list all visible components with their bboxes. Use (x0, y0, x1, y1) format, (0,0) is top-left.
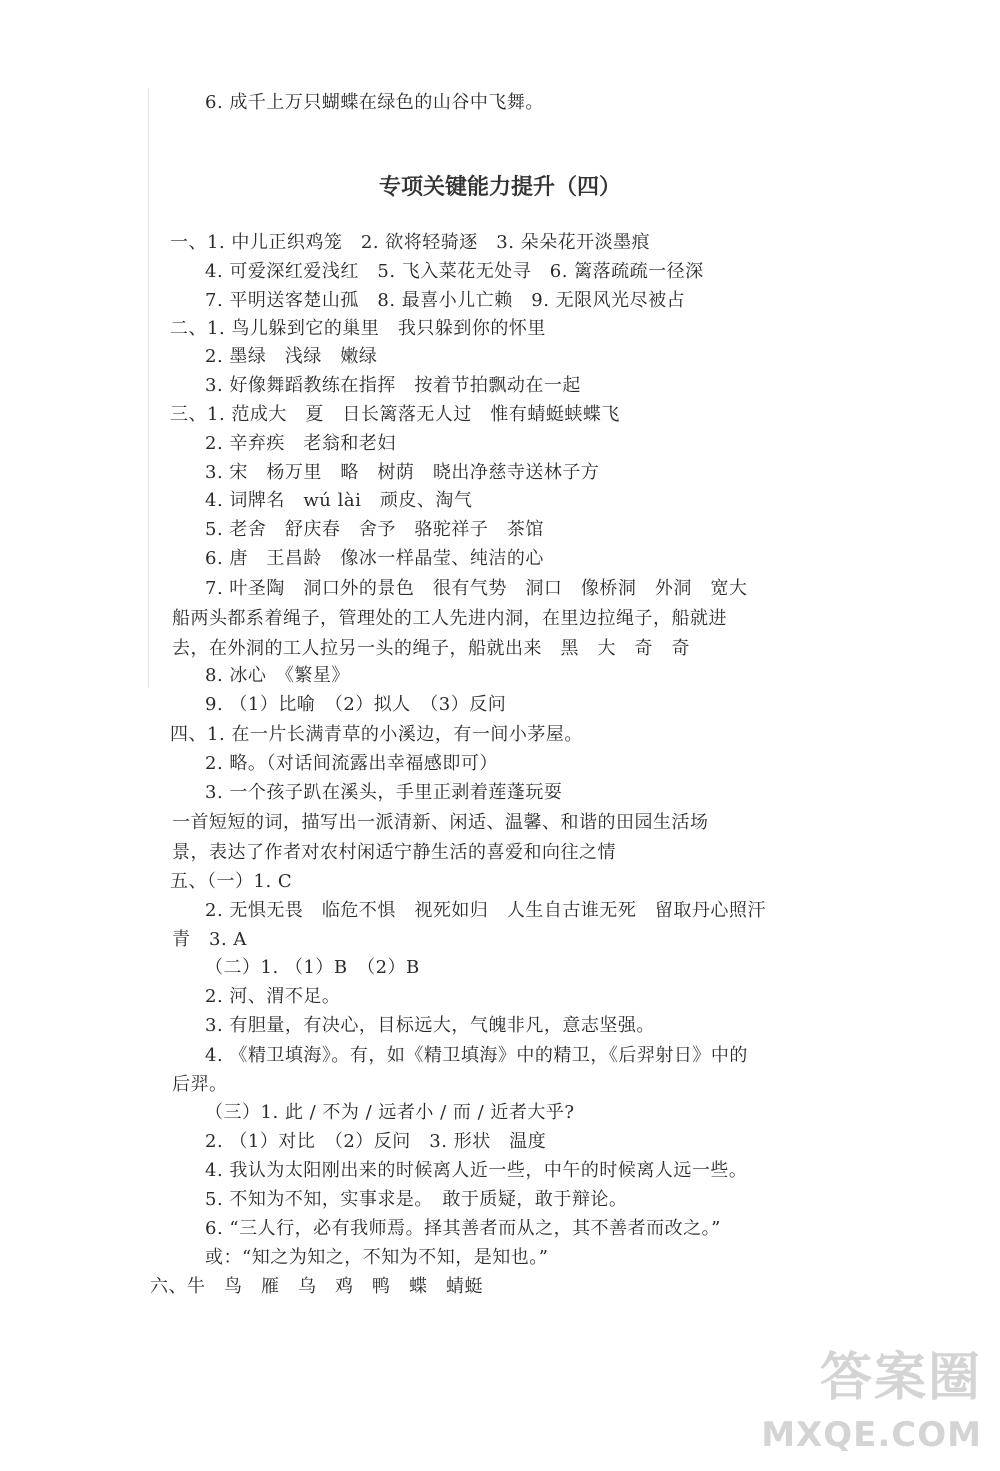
answer-line: 2. （1）对比 （2）反问 3. 形状 温度 (205, 1131, 547, 1152)
answer-line: 9. （1）比喻 （2）拟人 （3）反问 (205, 694, 507, 715)
answer-line: 5. 不知为不知，实事求是。 敢于质疑，敢于辩论。 (205, 1189, 628, 1210)
answer-line: 6. 唐 王昌龄 像冰一样晶莹、纯洁的心 (205, 548, 544, 569)
answer-line: 或：“知之为知之，不知为不知，是知也。” (205, 1247, 549, 1268)
answer-line: 景，表达了作者对农村闲适宁静生活的喜爱和向往之情 (172, 842, 616, 863)
previous-answer-line: 6. 成千上万只蝴蝶在绿色的山谷中飞舞。 (205, 92, 544, 113)
answer-line: 5. 老舍 舒庆春 舍予 骆驼祥子 茶馆 (205, 519, 544, 540)
answer-line: （二）1. （1）B （2）B (205, 957, 420, 978)
answer-line: 三、1. 范成大 夏 日长篱落无人过 惟有蜻蜓蛱蝶飞 (170, 404, 620, 425)
answer-line: 五、（一）1. C (170, 871, 293, 892)
answer-line: 二、1. 鸟儿躲到它的巢里 我只躲到你的怀里 (170, 318, 546, 339)
watermark-logo-text: 答案圈 (819, 1348, 982, 1408)
answer-line: 2. 略。（对话间流露出幸福感即可） (205, 753, 498, 774)
answer-line: 四、1. 在一片长满青草的小溪边，有一间小茅屋。 (170, 724, 583, 745)
page-title: 专项关键能力提升（四） (378, 175, 621, 200)
answer-line: 一首短短的词，描写出一派清新、闲适、温馨、和谐的田园生活场 (172, 812, 709, 833)
answer-line: 4. 《精卫填海》。有，如《精卫填海》中的精卫，《后羿射日》中的 (205, 1045, 748, 1066)
answer-line: 2. 无惧无畏 临危不惧 视死如归 人生自古谁无死 留取丹心照汗 (205, 900, 766, 921)
answer-line: 8. 冰心 《繁星》 (205, 665, 350, 686)
answer-line: 7. 平明送客楚山孤 8. 最喜小儿亡赖 9. 无限风光尽被占 (205, 290, 686, 311)
answer-line: 4. 词牌名 wú lài 顽皮、淘气 (205, 490, 473, 511)
answer-line: 4. 我认为太阳刚出来的时候离人近一些，中午的时候离人远一些。 (205, 1160, 748, 1181)
answer-line: 2. 辛弃疾 老翁和老妇 (205, 433, 396, 454)
answer-line: 青 3. A (172, 929, 247, 950)
answer-line: 3. 一个孩子趴在溪头，手里正剥着莲蓬玩耍 (205, 782, 563, 803)
answer-line: 后羿。 (172, 1074, 228, 1095)
answer-line: 7. 叶圣陶 洞口外的景色 很有气势 洞口 像桥洞 外洞 宽大 (205, 578, 748, 599)
answer-line: 3. 好像舞蹈教练在指挥 按着节拍飘动在一起 (205, 375, 581, 396)
answer-line: 2. 河、渭不足。 (205, 986, 341, 1007)
answer-line: 3. 有胆量，有决心，目标远大，气魄非凡，意志坚强。 (205, 1015, 655, 1036)
answer-line: 一、1. 中儿正织鸡笼 2. 欲将轻骑逐 3. 朵朵花开淡墨痕 (170, 232, 651, 253)
answer-line: （三）1. 此 / 不为 / 远者小 / 而 / 近者大乎? (205, 1102, 575, 1123)
answer-line: 4. 可爱深红爱浅红 5. 飞入菜花无处寻 6. 篱落疏疏一径深 (205, 261, 704, 282)
answer-line: 3. 宋 杨万里 略 树荫 晓出净慈寺送林子方 (205, 462, 600, 483)
site-watermark (732, 1335, 982, 1455)
answer-line: 六、牛 鸟 雁 乌 鸡 鸭 蝶 蜻蜓 (150, 1276, 483, 1297)
answer-line: 船两头都系着绳子，管理处的工人先进内洞，在里边拉绳子，船就进 (172, 608, 727, 629)
answer-line: 去，在外洞的工人拉另一头的绳子，船就出来 黑 大 奇 奇 (172, 638, 690, 659)
answer-line: 2. 墨绿 浅绿 嫩绿 (205, 346, 378, 367)
answer-line: 6. “三人行，必有我师焉。择其善者而从之，其不善者而改之。” (205, 1218, 721, 1239)
watermark-url: MXQE.COM (761, 1415, 982, 1455)
